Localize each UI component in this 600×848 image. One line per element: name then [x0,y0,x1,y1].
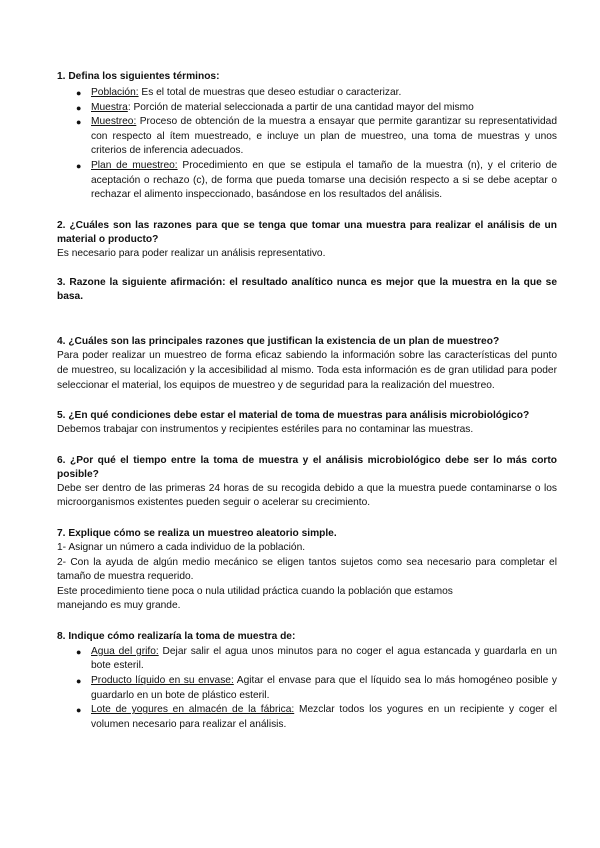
question-6 [57,454,557,511]
sampling-list [57,645,557,733]
term: Plan de muestreo: [91,159,178,171]
question-8 [57,630,557,733]
definition: Proceso de obtención de la muestra a ensayar que permite garantizar su representatividad con respecto al ítem muestreado, e incluye un plan de muestreo, una toma de muestras y unos criterios de inferencia adecuados. [91,116,557,157]
question-7-line-4: manejando es muy grande. [57,600,181,612]
question-3-title: 3. Razone la siguiente afirmación: el resultado analítico nunca es mejor que la muestra en la que se basa. [57,277,557,303]
question-5-answer: Debemos trabajar con instrumentos y recipientes estériles para no contaminar las muestras. [57,424,474,436]
question-4-answer: Para poder realizar un muestreo de forma eficaz sabiendo la información sobre las características del punto de muestreo, su localización y la accesibilidad al mismo. Toda esta información es de gran utilidad para poder seleccionar el material, los equipos de muestreo y de seguridad para la realización del muestreo. [57,350,557,391]
term: Agua del grifo: [91,645,159,657]
bullet-icon: ● [76,117,82,128]
bullet-icon: ● [76,160,82,171]
question-7 [57,527,557,614]
definition: Procedimiento en que se estipula el tamaño de la muestra (n), y el criterio de aceptación o rechazo (c), de forma que pueda tomarse una decisión respecto a si se debe aceptar o rechazar el alimento inspeccionado, basándose en los resultados del análisis. [91,159,557,201]
list-item [57,674,557,703]
question-7-line-1: 1- Asignar un número a cada individuo de la población. [57,541,306,553]
list-item [57,115,557,159]
definition: Es el total de muestras que deseo estudiar o caracterizar. [138,87,402,98]
document-content [57,70,557,732]
term: Población: [91,87,139,98]
list-item [57,86,557,101]
list-item [57,101,557,116]
term: Muestra [91,101,128,113]
question-5 [57,409,557,438]
list-item [57,703,557,732]
question-7-line-2: 2- Con la ayuda de algún medio mecánico se eligen tantos sujetos como sea necesario para completar el tamaño de muestra requerido. [57,556,557,583]
question-2 [57,219,557,262]
question-2-title: 2. ¿Cuáles son las razones para que se tenga que tomar una muestra para realizar el análisis de un material o producto? [57,219,557,245]
question-6-answer: Debe ser dentro de las primeras 24 horas de su recogida debido a que la muestra puede contaminarse o los microorganismos existentes pueden seguir o acelerar su crecimiento. [57,482,557,509]
definition: Dejar salir el agua unos minutos para no coger el agua estancada y guardarla en un bote esteril. [91,645,557,672]
question-2-answer: Es necesario para poder realizar un análisis representativo. [57,247,326,259]
definitions-list [57,86,557,203]
question-7-line-3: Este procedimiento tiene poca o nula utilidad práctica cuando la población que estamos [57,585,453,597]
question-1 [57,70,557,203]
bullet-icon: ● [76,646,82,657]
question-1-title: 1. Defina los siguientes términos: [57,71,220,82]
bullet-icon: ● [76,102,82,113]
question-8-title: 8. Indique cómo realizaría la toma de muestra de: [57,630,296,642]
bullet-icon: ● [76,705,82,716]
list-item [57,645,557,674]
definition: : Porción de material seleccionada a partir de una cantidad mayor del mismo [127,101,474,113]
definition: Agitar el envase para que el líquido sea lo más homogéneo posible y guardarlo en un bote de plástico esteril. [91,675,557,701]
list-item [57,159,557,203]
question-5-title: 5. ¿En qué condiciones debe estar el material de toma de muestras para análisis microbiológico? [57,410,530,422]
question-3 [57,276,557,304]
term: Muestreo: [91,116,137,128]
term: Lote de yogures en almacén de la fábrica: [91,704,295,716]
question-6-title: 6. ¿Por qué el tiempo entre la toma de muestra y el análisis microbiológico debe ser lo más corto posible? [57,454,557,480]
term: Producto líquido en su envase: [91,675,234,687]
bullet-icon: ● [76,88,82,98]
bullet-icon: ● [76,676,82,687]
definition: Mezclar todos los yogures en un recipiente y coger el volumen necesario para realizar el análisis. [91,704,557,730]
question-4 [57,335,557,393]
question-4-title: 4. ¿Cuáles son las principales razones que justifican la existencia de un plan de muestreo? [57,336,500,348]
question-7-title: 7. Explique cómo se realiza un muestreo aleatorio simple. [57,527,337,539]
